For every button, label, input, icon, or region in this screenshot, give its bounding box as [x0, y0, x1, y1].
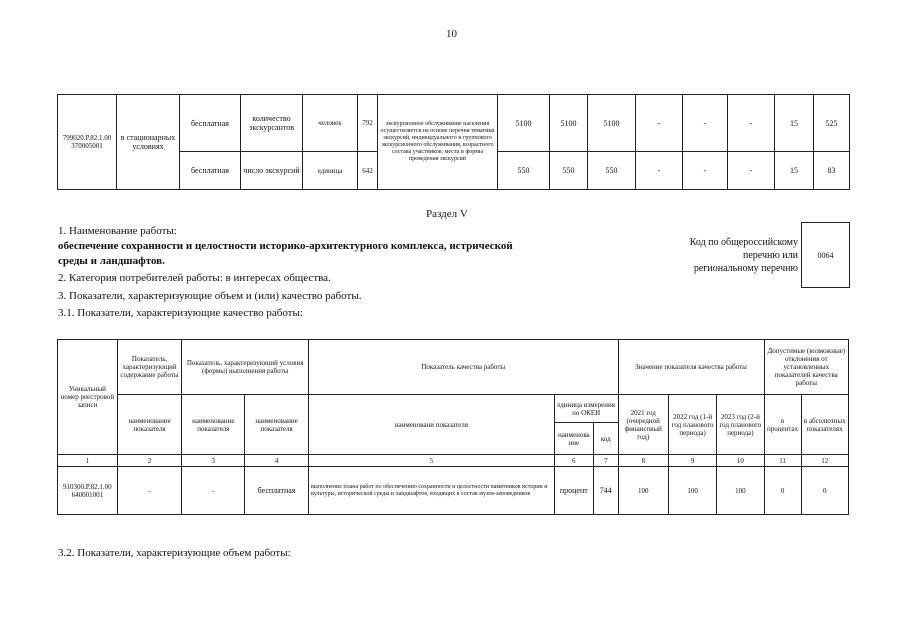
- column-number: 1: [58, 455, 118, 467]
- value-cell: -: [728, 152, 775, 190]
- value-cell: 550: [498, 152, 550, 190]
- value-cell: 550: [588, 152, 636, 190]
- value-cell: 5100: [498, 95, 550, 152]
- okei-cell: 792: [358, 95, 378, 152]
- header-unit: единица измерения по ОКЕИ: [554, 395, 618, 423]
- header-unit-code: код: [593, 423, 618, 455]
- condition-value-2: бесплатная: [245, 467, 309, 515]
- section-title: Раздел V: [426, 208, 468, 220]
- condition-value-1: -: [182, 467, 245, 515]
- column-number: 12: [801, 455, 848, 467]
- table-row: [58, 467, 849, 515]
- indicator-value: выполнение плана работ по обеспечению сохранности и целостности памятников истории и культуры, исторической среды и ландшафтов, входящих в состав музея-заповедников: [308, 467, 554, 515]
- value-cell: 550: [550, 152, 588, 190]
- column-number: 6: [554, 455, 593, 467]
- content-value: -: [117, 467, 182, 515]
- header-name-1: наименование показателя: [117, 395, 182, 455]
- registry-code: 910300.Р.82.1.00 640001001: [58, 467, 118, 515]
- description-cell: экскурсионное обслуживание населения осуществляется на основе перечня тематики экскурсий, индивидуального и группового экскурсионного обслуживания, возрастного состава участников, места и формы проведения экскурсий: [378, 95, 498, 190]
- value-cell: -: [683, 152, 728, 190]
- header-value: Значение показателя качества работы: [618, 340, 764, 395]
- work-name-line-1: обеспечение сохранности и целостности историко-архитектурного комплекса, истрической: [58, 240, 513, 252]
- header-unique-number: Уникальный номер реестровой записи: [58, 340, 118, 455]
- column-number: 5: [308, 455, 554, 467]
- value-cell: 525: [814, 95, 850, 152]
- column-number-row: [58, 455, 849, 467]
- volume-heading: 3.2. Показатели, характеризующие объем работы:: [58, 547, 291, 559]
- header-quality-indicator: Показатель качества работы: [308, 340, 618, 395]
- table-row: [58, 95, 850, 152]
- indicator-cell: количество экскурсантов: [241, 95, 303, 152]
- deviation-absolute: 0: [801, 467, 848, 515]
- work-name-line-2: среды и ландшафтов.: [58, 255, 165, 267]
- indicator-cell: число экскурсий: [241, 152, 303, 190]
- header-indicator-name: наименовани показателя: [308, 395, 554, 455]
- registry-code: 799020.Р.82.1.00 370005001: [58, 95, 117, 190]
- column-number: 8: [618, 455, 668, 467]
- value-cell: 15: [775, 95, 814, 152]
- header-2022: 2022 год (1-й год планового периода): [668, 395, 716, 455]
- value-cell: 5100: [550, 95, 588, 152]
- column-number: 2: [117, 455, 182, 467]
- column-number: 7: [593, 455, 618, 467]
- deviation-percent: 0: [764, 467, 801, 515]
- header-2023: 2023 год (2-й год планового периода): [717, 395, 764, 455]
- value-cell: 5100: [588, 95, 636, 152]
- quality-heading: 3.1. Показатели, характеризующие качество работы:: [58, 307, 303, 319]
- payment-cell: бесплатная: [180, 152, 241, 190]
- header-unit-name: наименова ние: [554, 423, 593, 455]
- consumer-category: 2. Категория потребителей работы: в интересах общества.: [58, 272, 331, 284]
- indicators-heading: 3. Показатели, характеризующие объем и (или) качество работы.: [58, 290, 362, 302]
- column-number: 11: [764, 455, 801, 467]
- header-conditions: Показатель, характеризующий условия (формы) выполнения работы: [182, 340, 309, 395]
- value-cell: 83: [814, 152, 850, 190]
- unit-name-value: процент: [554, 467, 593, 515]
- value-2021: 100: [618, 467, 668, 515]
- header-percent: в процентах: [764, 395, 801, 455]
- header-name-3: наименование показателя: [245, 395, 309, 455]
- header-2021: 2021 год (очередной финансовый год): [618, 395, 668, 455]
- page-number: 10: [446, 28, 457, 40]
- header-deviation: Допустимые (возможные) отклонения от установленных показателей качества работы: [764, 340, 848, 395]
- code-label: Код по общероссийскому перечню или региональному перечню: [689, 237, 798, 274]
- value-cell: 15: [775, 152, 814, 190]
- header-content: Показатель, характеризующий содержание работы: [117, 340, 182, 395]
- conditions-cell: в стационарных условиях: [117, 95, 180, 190]
- okei-cell: 642: [358, 152, 378, 190]
- payment-cell: бесплатная: [180, 95, 241, 152]
- column-number: 9: [668, 455, 716, 467]
- work-name-label: 1. Наименование работы:: [58, 225, 177, 237]
- value-2022: 100: [668, 467, 716, 515]
- column-number: 3: [182, 455, 245, 467]
- volume-table-continuation: [57, 94, 850, 190]
- unit-cell: единица: [303, 152, 358, 190]
- unit-code-value: 744: [593, 467, 618, 515]
- column-number: 10: [717, 455, 764, 467]
- quality-table: [57, 339, 849, 515]
- code-value-box: 0064: [801, 222, 850, 288]
- value-cell: -: [636, 152, 683, 190]
- header-absolute: в абсолютных показателях: [801, 395, 848, 455]
- value-cell: -: [636, 95, 683, 152]
- value-2023: 100: [717, 467, 764, 515]
- header-name-2: наименование показателя: [182, 395, 245, 455]
- unit-cell: человек: [303, 95, 358, 152]
- value-cell: -: [683, 95, 728, 152]
- column-number: 4: [245, 455, 309, 467]
- value-cell: -: [728, 95, 775, 152]
